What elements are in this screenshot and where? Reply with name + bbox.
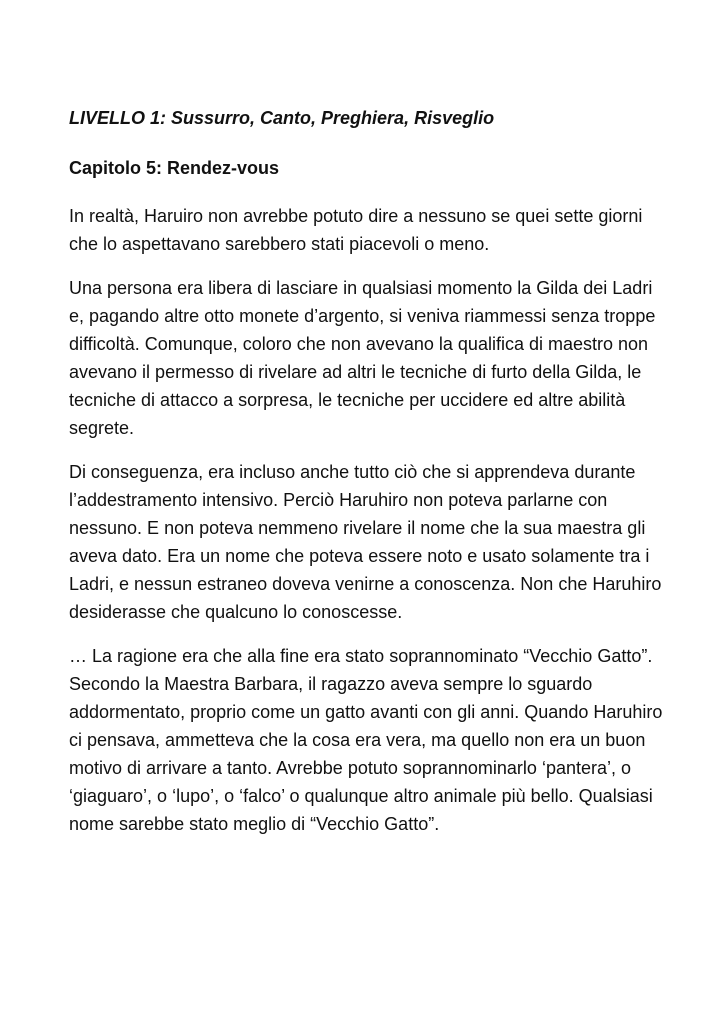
document-page bbox=[69, 104, 665, 854]
paragraph-3: Di conseguenza, era incluso anche tutto ciò che si apprendeva durante l’addestramento intensivo. Perciò Haruhiro non poteva parlarne con nessuno. E non poteva nemmeno rivelare il nome che la sua maestra gli aveva dato. Era un nome che poteva essere noto e usato solamente tra i Ladri, e nessun estraneo doveva venirne a conoscenza. Non che Haruhiro desiderasse che qualcuno lo conoscesse. bbox=[69, 462, 662, 622]
chapter-heading: Capitolo 5: Rendez-vous bbox=[69, 158, 280, 178]
paragraph-1: In realtà, Haruiro non avrebbe potuto dire a nessuno se quei sette giorni che lo aspettavano sarebbero stati piacevoli o meno. bbox=[69, 206, 643, 254]
paragraph-4: … La ragione era che alla fine era stato soprannominato “Vecchio Gatto”. Secondo la Maestra Barbara, il ragazzo aveva sempre lo sguardo addormentato, proprio come un gatto avanti con gli anni. Quando Haruhiro ci pensava, ammetteva che la cosa era vera, ma quello non era un buon motivo di arrivare a tanto. Avrebbe potuto soprannominarlo ‘pantera’, o ‘giaguaro’, o ‘lupo’, o ‘falco’ o qualunque altro animale più bello. Qualsiasi nome sarebbe stato meglio di “Vecchio Gatto”. bbox=[69, 646, 663, 834]
level-heading: LIVELLO 1: Sussurro, Canto, Preghiera, Risveglio bbox=[69, 108, 495, 128]
paragraph-2: Una persona era libera di lasciare in qualsiasi momento la Gilda dei Ladri e, pagando altre otto monete d’argento, si veniva riammessi senza troppe difficoltà. Comunque, coloro che non avevano la qualifica di maestro non avevano il permesso di rivelare ad altri le tecniche di furto della Gilda, le tecniche di attacco a sorpresa, le tecniche per uccidere ed altre abilità segrete. bbox=[69, 278, 656, 438]
